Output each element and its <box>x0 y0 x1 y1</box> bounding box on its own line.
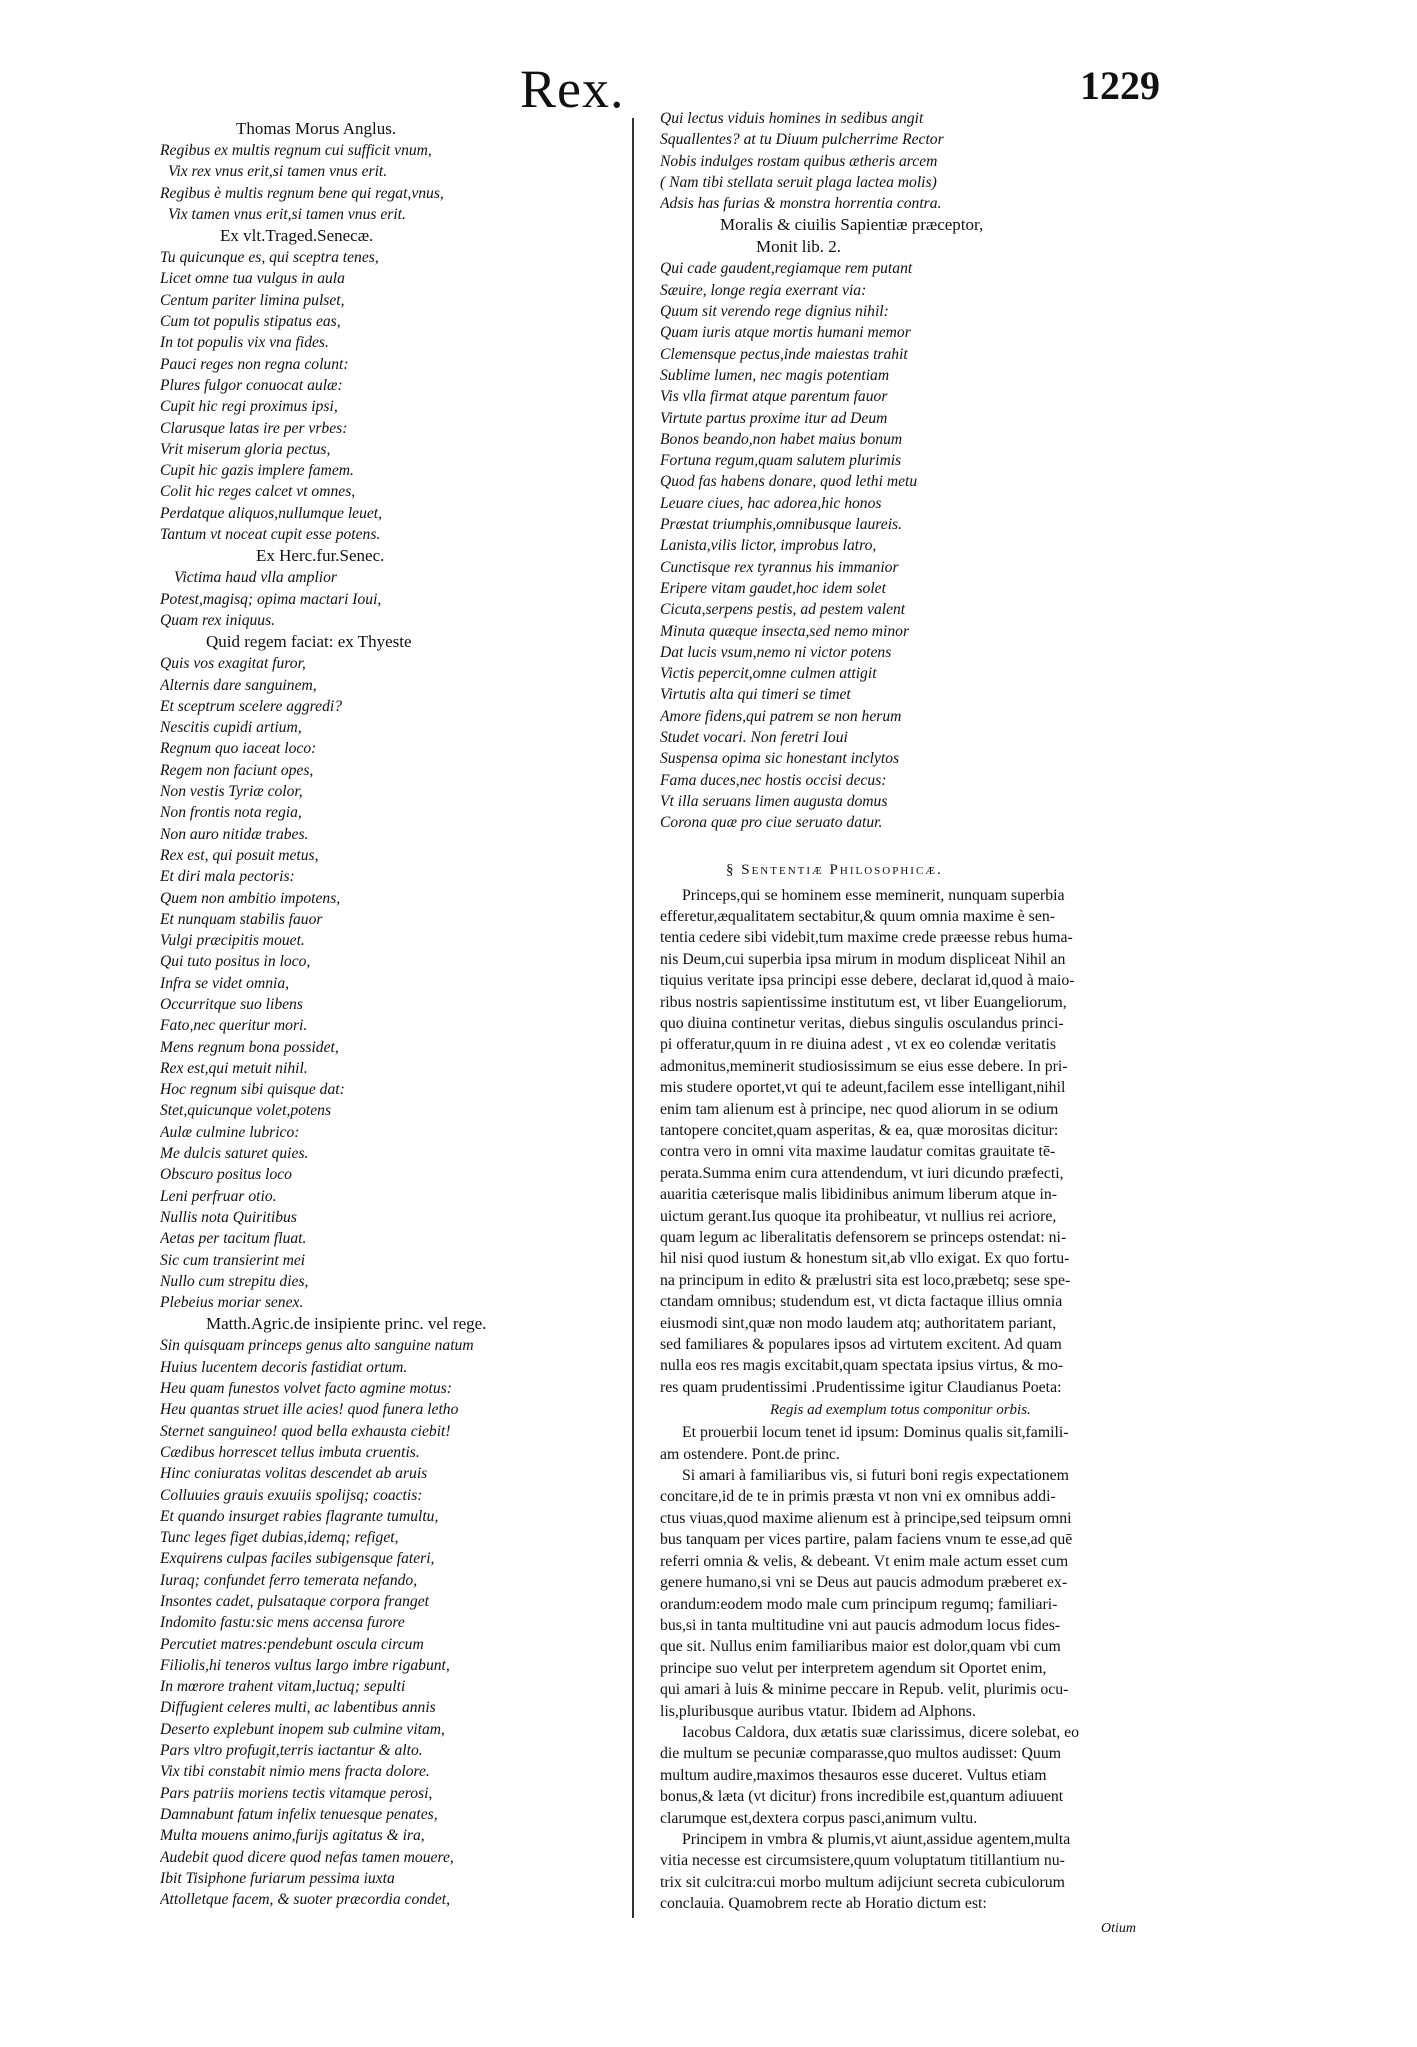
verse-line: Nobis indulges rostam quibus ætheris arcem <box>660 152 938 170</box>
verse-line: Obscuro positus loco <box>160 1166 292 1184</box>
verse-line: Adsis has furias & monstra horrentia contra. <box>660 195 942 213</box>
verse-line: Minuta quæque insecta,sed nemo minor <box>660 622 910 640</box>
prose-line: quo diuina continetur veritas, diebus singulis osculandus princi- <box>660 1014 1064 1032</box>
prose-line: efferetur,æqualitatem sectabitur,& quum omnia maxime è sen- <box>660 907 1055 925</box>
verse-line: Vrit miserum gloria pectus, <box>160 440 331 458</box>
verse-line: Insontes cadet, pulsataque corpora franget <box>160 1593 429 1610</box>
verse-line: Virtute partus proxime itur ad Deum <box>660 409 888 427</box>
verse-line: Licet omne tua vulgus in aula <box>160 270 345 288</box>
verse-line: Huius lucentem decoris fastidiat ortum. <box>160 1358 408 1376</box>
section-heading: Ex Herc.fur.Senec. <box>256 546 385 566</box>
prose-line: referri omnia & velis, & debeant. Vt enim male actum esset cum <box>660 1552 1069 1570</box>
section-heading: Quid regem faciat: ex Thyeste <box>206 632 412 652</box>
verse-line: Sæuire, longe regia exerrant via: <box>660 281 867 299</box>
verse-line: Studet vocari. Non feretri Ioui <box>660 729 848 747</box>
verse-line: Leuare ciues, hac adorea,hic honos <box>660 494 882 512</box>
verse-line: Pars patriis moriens tectis vitamque perosi, <box>160 1784 433 1802</box>
prose-line: tentia cedere sibi videbit,tum maxime crede præesse rebus huma- <box>660 929 1073 947</box>
citation: Regis ad exemplum totus componitur orbis. <box>770 1402 1031 1419</box>
verse-line: Alternis dare sanguinem, <box>160 676 317 694</box>
verse-line: Fortuna regum,quam salutem plurimis <box>660 452 902 470</box>
prose-line: uictum gerant.Ius quoque ita prohibeatur, vt nullius rei acriore, <box>660 1207 1057 1225</box>
verse-line: Vix tamen vnus erit,si tamen vnus erit. <box>168 205 406 223</box>
prose-line: eiusmodi sint,quæ non modo laudem atq; authoritatem pariant, <box>660 1314 1057 1332</box>
verse-line: Suspensa opima sic honestant inclytos <box>660 750 900 768</box>
verse-line: Hinc coniuratas volitas descendet ab aruis <box>160 1465 428 1483</box>
verse-line: Aetas per tacitum fluat. <box>160 1230 307 1248</box>
right-verse-block-2 <box>660 258 1160 833</box>
spacer <box>660 834 1160 850</box>
right-column <box>660 108 1160 1937</box>
verse-line: Sin quisquam princeps genus alto sanguine natum <box>160 1337 474 1355</box>
prose-line: ribus nostris sapientissime institutum est, vt liber Euangeliorum, <box>660 993 1067 1011</box>
prose-line: ctus viuas,quod maxime alienum est à principe,sed teipsum omni <box>660 1509 1072 1527</box>
prose-block-1 <box>660 885 1160 1399</box>
verse-line: Occurritque suo libens <box>160 995 303 1013</box>
verse-line: Sternet sanguineo! quod bella exhausta ciebit! <box>160 1422 451 1440</box>
verse-line: In mœrore trahent vitam,luctuq; sepulti <box>160 1678 406 1696</box>
verse-line: Lanista,vilis lictor, improbus latro, <box>660 537 877 555</box>
running-head: Rex. <box>520 59 625 119</box>
prose-line: genere humano,si vni se Deus aut paucis admodum præberet ex- <box>660 1574 1068 1592</box>
verse-line: Dat lucis vsum,nemo ni victor potens <box>660 643 892 661</box>
prose-line: multum audire,maximos thesauros esse duceret. Vultus etiam <box>660 1766 1047 1784</box>
prose-line: clarumque est,dextera corpus pasci,animum vultu. <box>660 1809 978 1827</box>
prose-line: na principum in edito & prælustri sita est loco,præbetq; sese spe- <box>660 1271 1071 1289</box>
verse-line: Centum pariter limina pulset, <box>160 291 345 309</box>
right-verse-block-1 <box>660 108 1160 214</box>
verse-line: Plebeius moriar senex. <box>160 1294 304 1312</box>
verse-line: Nullo cum strepitu dies, <box>160 1272 309 1290</box>
prose-line: auaritia cæterisque malis libidinibus animum liberum atque in- <box>660 1186 1058 1204</box>
prose-line: pi offeratur,quum in re diuina adest , vt ex eo colendæ veritatis <box>660 1036 1057 1054</box>
verse-line: Qui lectus viduis homines in sedibus angit <box>660 110 924 127</box>
verse-line: Et quando insurget rabies flagrante tumultu, <box>160 1507 439 1525</box>
verse-line: Perdatque aliquos,nullumque leuet, <box>160 504 383 522</box>
prose-line: admonitus,meminerit studiosissimum se eius esse debere. In pri- <box>660 1057 1068 1075</box>
verse-line: Fama duces,nec hostis occisi decus: <box>660 771 887 789</box>
prose-line: tiquius veritate ipsa principi esse debere, declarat id,quod à maio- <box>660 972 1075 990</box>
prose-line: Si amari à familiaribus vis, si futuri boni regis expectationem <box>682 1467 1069 1485</box>
verse-line: Regibus è multis regnum bene qui regat,vnus, <box>160 184 444 202</box>
prose-line: contra vero in omni vita maxime laudatur comitas grauitate tē- <box>660 1143 1056 1161</box>
verse-line: Regibus ex multis regnum cui sufficit vnum, <box>160 142 432 159</box>
prose-line: Et prouerbii locum tenet id ipsum: Dominus qualis sit,famili- <box>682 1424 1069 1442</box>
prose-line: ctandam omnibus; studendum est, vt dicta factaque illius omnia <box>660 1293 1063 1311</box>
prose-line: res quam prudentissimi .Prudentissime igitur Claudianus Poeta: <box>660 1378 1062 1396</box>
prose-line: tantopere concitet,quam asperitas, & ea, quæ morositas dicitur: <box>660 1121 1059 1139</box>
verse-line: Cicuta,serpens pestis, ad pestem valent <box>660 601 906 619</box>
section-heading: Thomas Morus Anglus. <box>236 119 397 138</box>
prose-line: nis Deum,cui superbia ipsa mirum in modum displiceat Nihil an <box>660 950 1066 968</box>
right-heading-1: Moralis & ciuilis Sapientiæ præceptor, <box>720 215 984 235</box>
verse-line: Qui cade gaudent,regiamque rem putant <box>660 260 913 278</box>
verse-line: Regnum quo iaceat loco: <box>160 740 317 758</box>
right-heading-2: Monit lib. 2. <box>756 237 842 257</box>
prose-line: mis studere oportet,vt qui te adeunt,facilem esse intelligant,nihil <box>660 1079 1066 1097</box>
section-heading: Matth.Agric.de insipiente princ. vel rege. <box>206 1314 487 1334</box>
verse-line: Diffugient celeres multi, ac labentibus annis <box>160 1699 436 1717</box>
verse-line: Sublime lumen, nec magis potentiam <box>660 366 890 384</box>
verse-line: Heu quam funestos volvet facto agmine motus: <box>160 1380 452 1398</box>
section-title: § Sententiæ Philosophicæ. <box>726 861 943 878</box>
prose-line: am ostendere. Pont.de princ. <box>660 1445 840 1463</box>
verse-line: Leni perfruar otio. <box>160 1187 277 1205</box>
verse-line: Virtutis alta qui timeri se timet <box>660 686 851 704</box>
verse-line: Victis pepercit,omne culmen attigit <box>660 665 877 683</box>
prose-line: lis,pluribusque auribus vtatur. Ibidem ad Alphons. <box>660 1702 976 1720</box>
verse-line: Tu quicunque es, qui sceptra tenes, <box>160 249 379 267</box>
prose-line: bus tanquam per vices partire, palam faciens vnum te esse,ad quē <box>660 1531 1073 1549</box>
verse-line: ( Nam tibi stellata seruit plaga lactea molis) <box>660 173 937 191</box>
prose-line: nulla eos res magis excitabit,quam spectata ipsius virtus, & mo- <box>660 1357 1064 1375</box>
verse-line: Exquirens culpas faciles subigensque fateri, <box>160 1550 435 1568</box>
verse-line: Attolletque facem, & suoter præcordia condet, <box>160 1891 451 1909</box>
verse-line: Squallentes? at tu Diuum pulcherrime Rector <box>660 131 944 149</box>
verse-line: Non vestis Tyriæ color, <box>160 783 303 801</box>
verse-line: Amore fidens,qui patrem se non herum <box>660 707 902 725</box>
catchword: Otium <box>1101 1920 1136 1936</box>
verse-line: Filiolis,hi teneros vultus largo imbre rigabunt, <box>160 1656 450 1674</box>
verse-line: Eripere vitam gaudet,hoc idem solet <box>660 579 886 597</box>
section-heading: Ex vlt.Traged.Senecæ. <box>220 226 374 246</box>
verse-line: Quem non ambitio impotens, <box>160 889 341 907</box>
verse-line: Heu quantas struet ille acies! quod funera letho <box>160 1401 459 1419</box>
verse-line: Multa mouens animo,furijs agitatus & ira, <box>160 1827 425 1845</box>
verse-line: Fato,nec queritur mori. <box>160 1017 308 1035</box>
verse-line: Quod fas habens donare, quod lethi metu <box>660 473 918 491</box>
verse-line: Colit hic reges calcet vt omnes, <box>160 483 356 501</box>
verse-line: Aulæ culmine lubrico: <box>160 1123 300 1141</box>
verse-line: Infra se videt omnia, <box>160 974 290 992</box>
verse-line: Rex est, qui posuit metus, <box>160 846 319 864</box>
verse-line: Sic cum transierint mei <box>160 1251 306 1269</box>
verse-line: Tantum vt noceat cupit esse potens. <box>160 526 381 544</box>
prose-line: Princeps,qui se hominem esse meminerit, nunquam superbia <box>682 886 1065 904</box>
verse-line: Quam rex iniquus. <box>160 611 276 629</box>
verse-line: Nescitis cupidi artium, <box>160 719 302 737</box>
verse-line: Vix rex vnus erit,si tamen vnus erit. <box>168 163 388 181</box>
verse-line: Tunc leges figet dubias,idemq; refiget, <box>160 1529 399 1547</box>
verse-line: Victima haud vlla amplior <box>174 569 337 587</box>
verse-line: Non auro nitidæ trabes. <box>160 825 309 843</box>
verse-line: Qui tuto positus in loco, <box>160 953 311 971</box>
prose-line: que sit. Nullus enim familiaribus maior est dolor,quam vbi cum <box>660 1638 1061 1656</box>
verse-line: Potest,magisq; opima mactari Ioui, <box>160 590 382 608</box>
verse-line: Quis vos exagitat furor, <box>160 655 306 673</box>
verse-line: Ibit Tisiphone furiarum pessima iuxta <box>160 1869 395 1887</box>
prose-line: concitare,id de te in primis præsta vt non vni ex omnibus addi- <box>660 1488 1056 1506</box>
verse-line: Non frontis nota regia, <box>160 804 302 822</box>
verse-line: Vulgi præcipitis mouet. <box>160 932 305 950</box>
verse-line: Cupit hic gazis implere famem. <box>160 462 354 480</box>
verse-line: Plures fulgor conuocat aulæ: <box>160 376 343 394</box>
verse-line: Corona quæ pro ciue seruato datur. <box>660 814 883 832</box>
prose-line: sed familiares & populares ipsos ad virtutem excitent. Ad quam <box>660 1336 1062 1354</box>
verse-line: Cædibus horrescet tellus imbuta cruentis. <box>160 1443 420 1461</box>
prose-line: orandum:eodem modo male cum principum regumq; familiari- <box>660 1595 1058 1613</box>
prose-line: enim tam alienum est à principe, nec quod aliorum in se odium <box>660 1100 1059 1118</box>
verse-line: Cunctisque rex tyrannus his immanior <box>660 558 899 576</box>
prose-line: principe suo velut per interpretem agendum sit Oportet enim, <box>660 1659 1047 1677</box>
verse-line: Percutiet matres:pendebunt oscula circum <box>160 1635 424 1653</box>
verse-line: Pauci reges non regna colunt: <box>160 355 349 373</box>
verse-line: Clarusque latas ire per vrbes: <box>160 419 348 437</box>
prose-block-2 <box>660 1422 1160 1914</box>
verse-line: Præstat triumphis,omnibusque laureis. <box>660 516 903 534</box>
verse-line: Indomito fastu:sic mens accensa furore <box>160 1614 405 1632</box>
verse-line: Pars vltro profugit,terris iactantur & alto. <box>160 1742 423 1760</box>
prose-line: conclauia. Quamobrem recte ab Horatio dictum est: <box>660 1895 987 1913</box>
verse-line: Cum tot populis stipatus eas, <box>160 313 341 331</box>
verse-line: Rex est,qui metuit nihil. <box>160 1059 308 1077</box>
prose-line: Iacobus Caldora, dux ætatis suæ clarissimus, dicere solebat, eo <box>682 1723 1080 1741</box>
verse-line: Vis vlla firmat atque parentum fauor <box>660 388 888 406</box>
verse-line: Mens regnum bona possidet, <box>160 1038 339 1056</box>
left-column <box>160 118 630 1910</box>
verse-line: Et diri mala pectoris: <box>160 868 295 886</box>
verse-line: Me dulcis saturet quies. <box>160 1145 309 1163</box>
prose-line: die multum se pecuniæ comparasse,quo multos audisset: Quum <box>660 1745 1062 1763</box>
verse-line: Colluuies grauis exuuiis spolijsq; coactis: <box>160 1486 423 1504</box>
verse-line: Bonos beando,non habet maius bonum <box>660 430 903 448</box>
prose-line: trix sit culcitra:cui morbo multum adijciunt secreta cubiculorum <box>660 1873 1065 1891</box>
verse-line: Cupit hic regi proximus ipsi, <box>160 398 338 416</box>
verse-line: Damnabunt fatum infelix tenuesque penates, <box>160 1805 438 1823</box>
verse-line: Regem non faciunt opes, <box>160 761 314 779</box>
verse-line: Iuraq; confundet ferro temerata nefando, <box>160 1571 418 1589</box>
verse-line: Nullis nota Quiritibus <box>160 1208 297 1226</box>
verse-line: Et nunquam stabilis fauor <box>160 910 323 928</box>
verse-line: In tot populis vix vna fides. <box>160 334 329 352</box>
verse-line: Vix tibi constabit nimio mens fracta dolore. <box>160 1763 430 1781</box>
prose-line: bus,si in tanta multitudine vni aut paucis admodum locus fides- <box>660 1616 1061 1634</box>
page-number: 1229 <box>1080 63 1160 108</box>
verse-line: Hoc regnum sibi quisque dat: <box>160 1081 345 1099</box>
verse-line: Et sceptrum scelere aggredi? <box>160 697 343 715</box>
prose-line: vitia necesse est circumsistere,quum voluptatum titillantium nu- <box>660 1852 1065 1870</box>
verse-line: Quum sit verendo rege dignius nihil: <box>660 303 889 321</box>
prose-line: hil nisi quod iustum & honestum sit,ab vllo exigat. Ex quo fortu- <box>660 1250 1070 1268</box>
column-divider <box>632 118 634 1918</box>
verse-line: Audebit quod dicere quod nefas tamen mouere, <box>160 1848 454 1866</box>
verse-line: Quam iuris atque mortis humani memor <box>660 324 911 342</box>
prose-line: perata.Summa enim cura attendendum, vt iuri dicundo præfecti, <box>660 1164 1064 1182</box>
verse-line: Clemensque pectus,inde maiestas trahit <box>660 345 908 363</box>
prose-line: Principem in vmbra & plumis,vt aiunt,assidue agentem,multa <box>682 1830 1071 1848</box>
verse-line: Vt illa seruans limen augusta domus <box>660 792 888 810</box>
verse-line: Deserto explebunt inopem sub culmine vitam, <box>160 1720 445 1738</box>
prose-line: qui amari à luis & minime peccare in Repub. velit, plurimis ocu- <box>660 1681 1069 1699</box>
prose-line: quam legum ac liberalitatis defensorem se princeps ostendat: ni- <box>660 1229 1067 1246</box>
verse-line: Stet,quicunque volet,potens <box>160 1102 332 1120</box>
prose-line: bonus,& læta (vt dicitur) frons incredibile est,quantum adiuuent <box>660 1788 1064 1806</box>
